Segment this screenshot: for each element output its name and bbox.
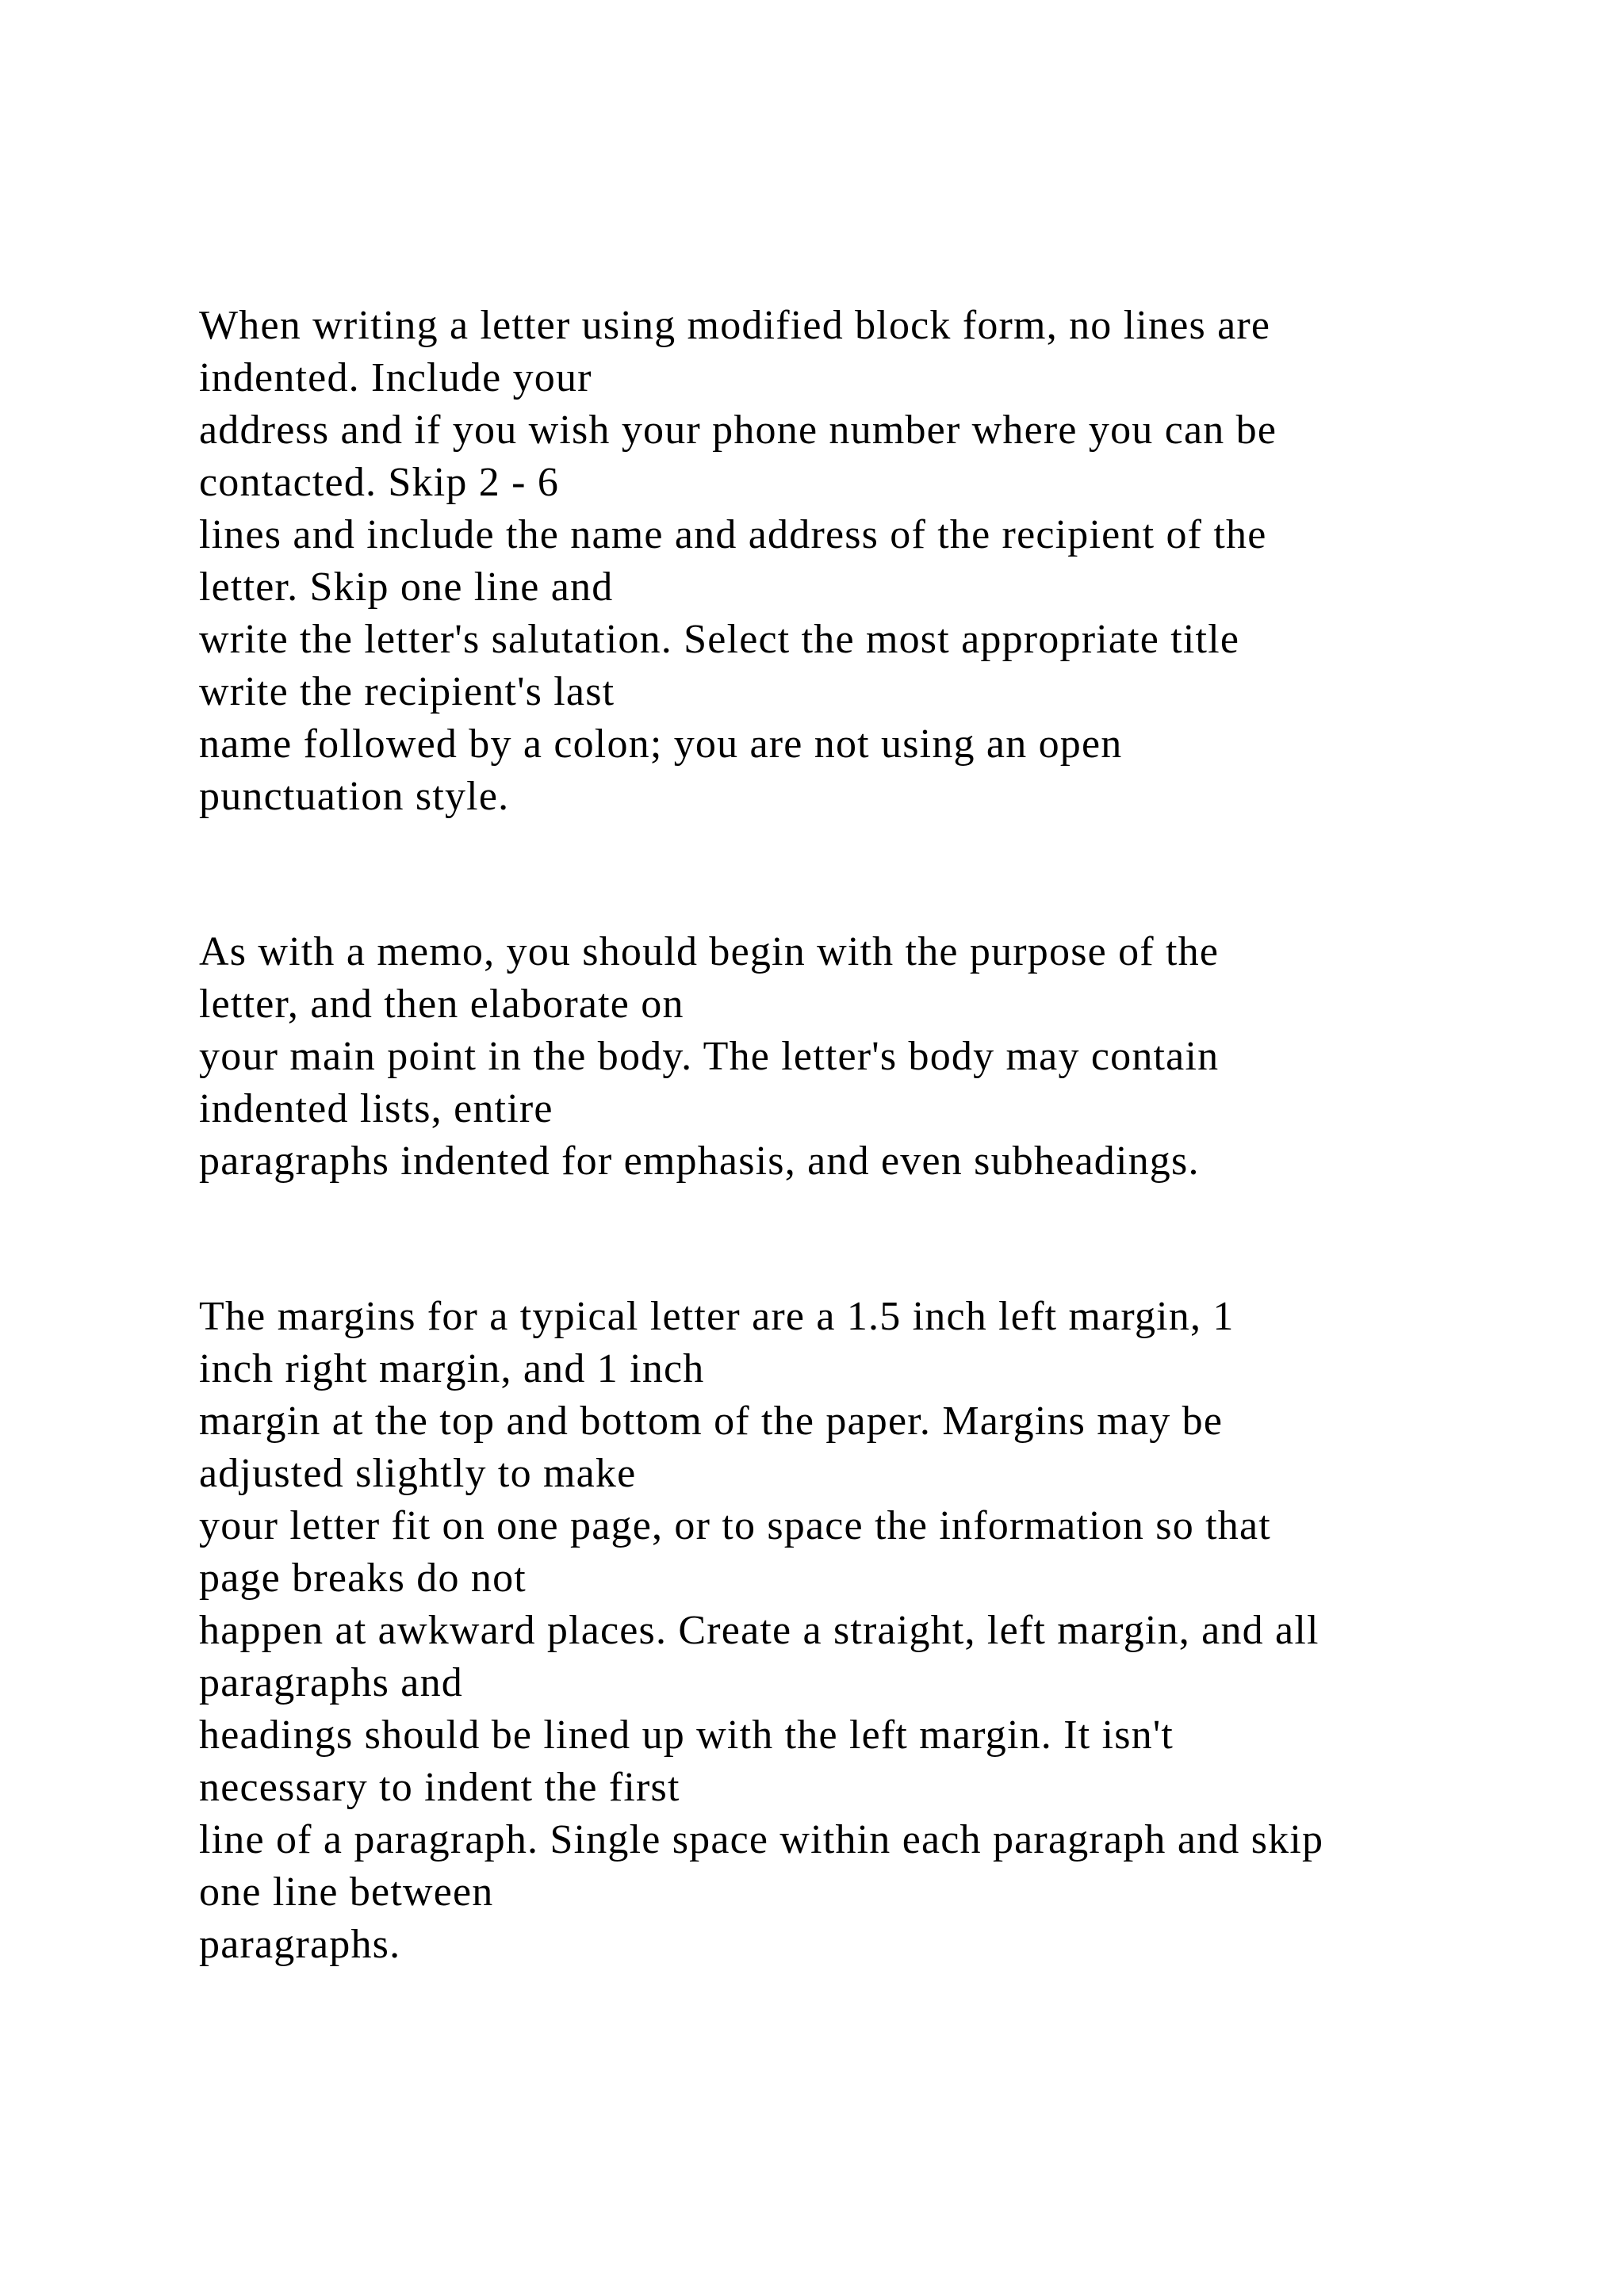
text-line: paragraphs indented for emphasis, and even subheadings. — [199, 1138, 1200, 1184]
text-line: one line between — [199, 1869, 494, 1915]
text-line: line of a paragraph. Single space within each paragraph and skip — [199, 1817, 1324, 1862]
text-line: address and if you wish your phone number where you can be — [199, 408, 1277, 453]
text-line: page breaks do not — [199, 1556, 527, 1601]
document-body — [199, 300, 1579, 1971]
text-line: lines and include the name and address of the recipient of the — [199, 512, 1267, 557]
text-line: punctuation style. — [199, 774, 510, 819]
text-line: happen at awkward places. Create a straight, left margin, and all — [199, 1608, 1320, 1653]
text-line: The margins for a typical letter are a 1.5 inch left margin, 1 — [199, 1294, 1235, 1339]
text-line: headings should be lined up with the left margin. It isn't — [199, 1712, 1174, 1758]
text-line: When writing a letter using modified block form, no lines are — [199, 303, 1271, 348]
text-line: indented. Include your — [199, 355, 592, 400]
text-line: write the letter's salutation. Select the most appropriate title — [199, 617, 1240, 662]
text-line: letter, and then elaborate on — [199, 982, 684, 1027]
text-line: adjusted slightly to make — [199, 1451, 637, 1496]
text-line: necessary to indent the first — [199, 1765, 680, 1810]
paragraph-spacer — [199, 1188, 1579, 1291]
text-line: indented lists, entire — [199, 1086, 553, 1131]
text-line: name followed by a colon; you are not using an open — [199, 721, 1123, 767]
paragraph-margins — [199, 1291, 1579, 1971]
text-line: your main point in the body. The letter's body may contain — [199, 1034, 1220, 1079]
paragraph-spacer — [199, 823, 1579, 926]
text-line: paragraphs. — [199, 1922, 401, 1967]
text-line: As with a memo, you should begin with the purpose of the — [199, 929, 1220, 974]
paragraph-memo-purpose — [199, 926, 1579, 1188]
paragraph-modified-block-form — [199, 300, 1579, 823]
text-line: inch right margin, and 1 inch — [199, 1346, 705, 1391]
text-line: letter. Skip one line and — [199, 564, 614, 610]
text-line: margin at the top and bottom of the paper. Margins may be — [199, 1399, 1224, 1444]
text-line: write the recipient's last — [199, 669, 615, 714]
text-line: contacted. Skip 2 - 6 — [199, 460, 560, 505]
text-line: paragraphs and — [199, 1660, 463, 1705]
text-line: your letter fit on one page, or to space the information so that — [199, 1503, 1271, 1548]
